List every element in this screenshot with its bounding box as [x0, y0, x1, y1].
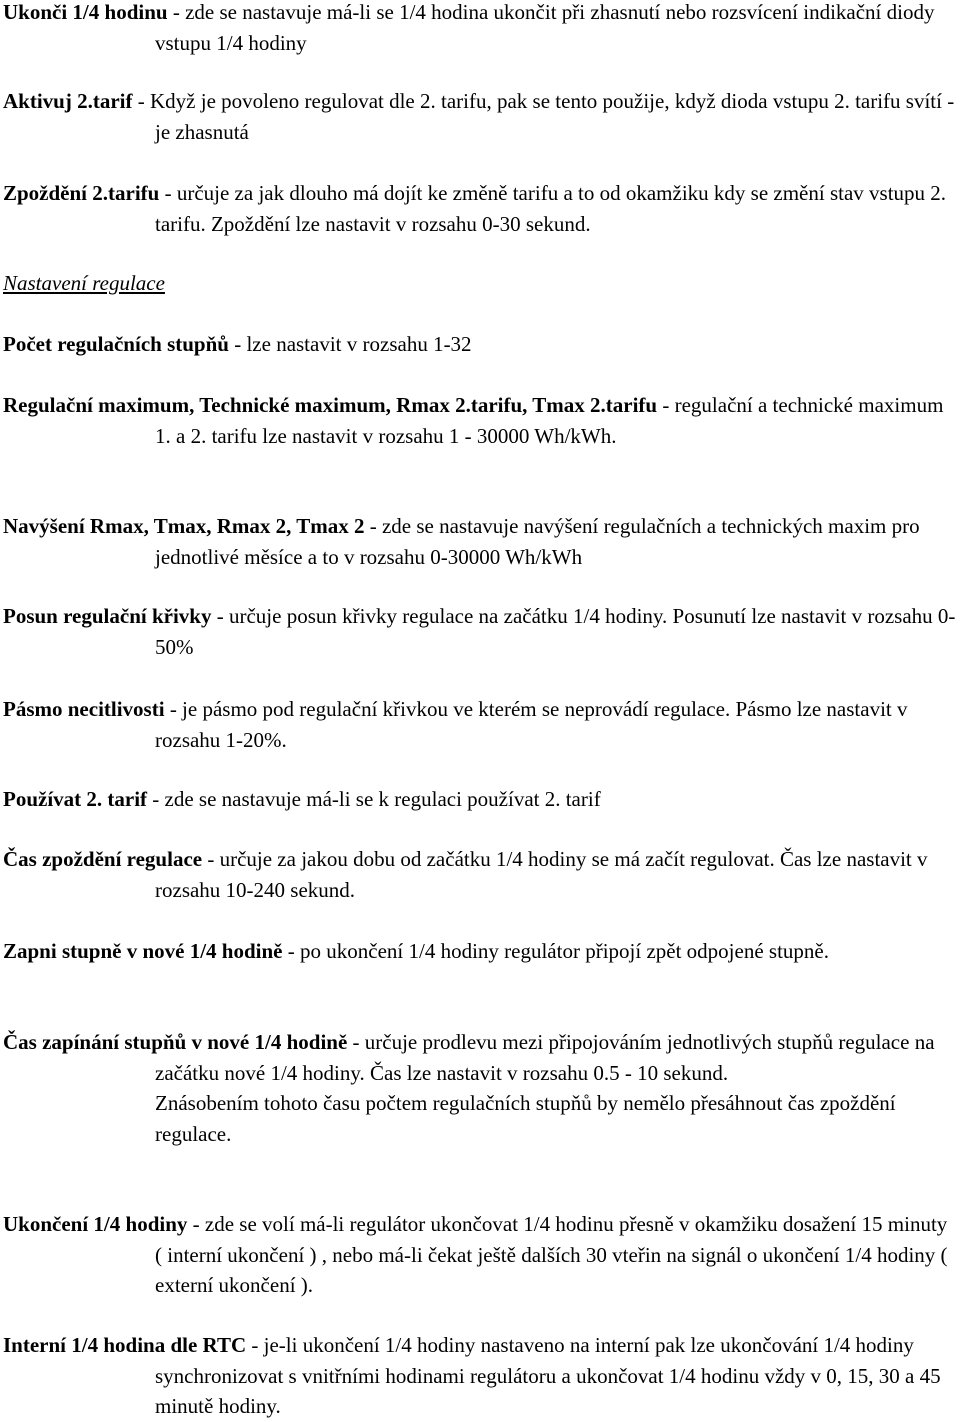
entry-cas-zpozdeni: [3, 844, 958, 905]
entry-posun-krivky: [3, 601, 958, 662]
entry-term: Posun regulační křivky: [3, 604, 212, 628]
entry-ukonci-ctvrthodinu: [3, 0, 958, 58]
entry-text: - regulační a technické maximum 1. a 2. tarifu lze nastavit v rozsahu 1 - 30000 Wh/kWh.: [155, 393, 944, 448]
entry-text: - lze nastavit v rozsahu 1-32: [228, 332, 472, 356]
entry-text: - zde se nastavuje navýšení regulačních a technických maxim pro jednotlivé měsíce a to v rozsahu 0-30000 Wh/kWh: [155, 514, 920, 569]
entry-term: Zapni stupně v nové 1/4 hodině: [3, 939, 283, 963]
section-heading: Nastavení regulace: [3, 271, 165, 295]
entry-text: - zde se nastavuje má-li se k regulaci používat 2. tarif: [147, 787, 601, 811]
entry-zpozdeni-2-tarifu: [3, 178, 958, 239]
entry-pocet-stupnu: [3, 329, 958, 360]
entry-text: - zde se nastavuje má-li se 1/4 hodina ukončit při zhasnutí nebo rozsvícení indikační diody vstupu 1/4 hodiny: [155, 0, 935, 55]
entry-text: - je pásmo pod regulační křivkou ve kterém se neprovádí regulace. Pásmo lze nastavit v rozsahu 1-20%.: [155, 697, 908, 752]
entry-pasmo-necitlivosti: [3, 694, 958, 755]
entry-navyseni: [3, 511, 958, 572]
entry-term: Pásmo necitlivosti: [3, 697, 165, 721]
entry-text: - určuje prodlevu mezi připojováním jednotlivých stupňů regulace na začátku nové 1/4 hodiny. Čas lze nastavit v rozsahu 0.5 - 10 sekund.: [155, 1030, 935, 1085]
entry-term: Zpoždění 2.tarifu: [3, 181, 160, 205]
entry-term: Čas zapínání stupňů v nové 1/4 hodině: [3, 1030, 348, 1054]
entry-term: Počet regulačních stupňů: [3, 332, 229, 356]
entry-term: Ukonči 1/4 hodinu: [3, 0, 168, 24]
entry-term: Ukončení 1/4 hodiny: [3, 1212, 188, 1236]
entry-text: - je-li ukončení 1/4 hodiny nastaveno na interní pak lze ukončování 1/4 hodiny synchronizovat s vnitřními hodinami regulátoru a ukončovat 1/4 hodinu vždy v 0, 15, 30 a 45 minutě hodiny.: [155, 1333, 941, 1418]
entry-term: Regulační maximum, Technické maximum, Rmax 2.tarifu, Tmax 2.tarifu: [3, 393, 658, 417]
entry-term: Používat 2. tarif: [3, 787, 148, 811]
entry-zapni-stupne: [3, 936, 958, 967]
entry-text: - určuje za jak dlouho má dojít ke změně tarifu a to od okamžiku kdy se změní stav vstupu 2. tarifu. Zpoždění lze nastavit v rozsahu 0-30 sekund.: [155, 181, 947, 236]
entry-term: Navýšení Rmax, Tmax, Rmax 2, Tmax 2: [3, 514, 365, 538]
entry-pouzivat-2-tarif: [3, 784, 958, 815]
entry-interni-rtc: [3, 1330, 958, 1422]
entry-term: Interní 1/4 hodina dle RTC: [3, 1333, 247, 1357]
entry-text: - Když je povoleno regulovat dle 2. tarifu, pak se tento použije, když dioda vstupu 2. tarifu svítí - je zhasnutá: [132, 89, 955, 144]
entry-regulacni-maximum: [3, 390, 958, 451]
entry-term: Čas zpoždění regulace: [3, 847, 203, 871]
entry-text: - zde se volí má-li regulátor ukončovat 1/4 hodinu přesně v okamžiku dosažení 15 minuty ( interní ukončení ) , nebo má-li čekat ještě dalších 30 vteřin na signál o ukončení 1/4 hodiny ( externí ukončení ).: [155, 1212, 948, 1297]
entry-ukonceni-ctvrthodiny: [3, 1209, 958, 1301]
entry-note: Znásobením tohoto času počtem regulačních stupňů by nemělo přesáhnout čas zpoždění regulace.: [155, 1091, 896, 1146]
entry-aktivuj-2-tarif: [3, 86, 958, 147]
entry-text: - po ukončení 1/4 hodiny regulátor připojí zpět odpojené stupně.: [282, 939, 829, 963]
entry-cas-zapinani: [3, 1027, 958, 1149]
entry-text: - určuje posun křivky regulace na začátku 1/4 hodiny. Posunutí lze nastavit v rozsahu 0-50%: [155, 604, 956, 659]
entry-term: Aktivuj 2.tarif: [3, 89, 133, 113]
entry-text: - určuje za jakou dobu od začátku 1/4 hodiny se má začít regulovat. Čas lze nastavit v rozsahu 10-240 sekund.: [155, 847, 928, 902]
